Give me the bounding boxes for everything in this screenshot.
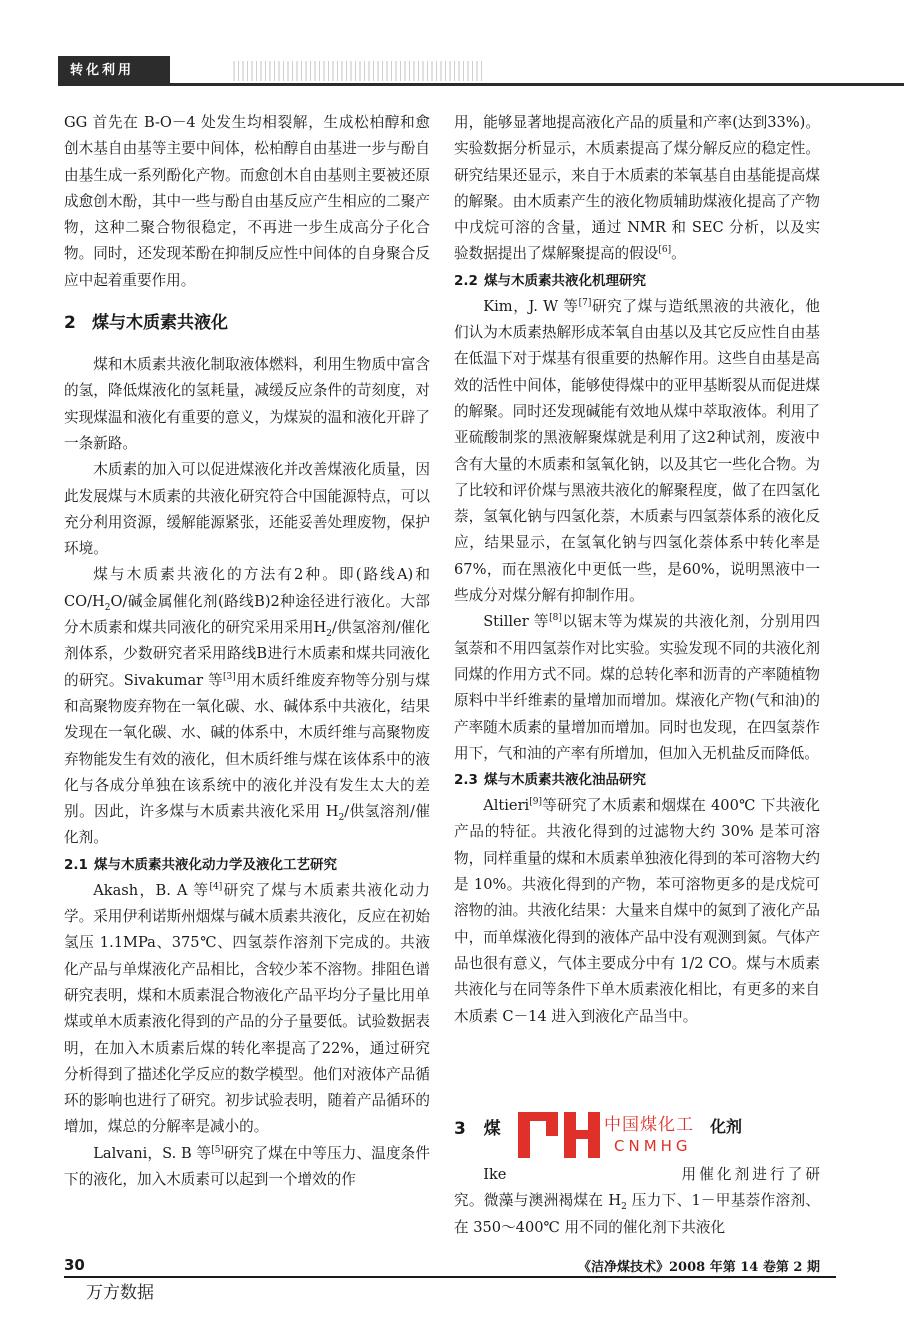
paragraph: Stiller 等[8]以锯末等为煤炭的共液化剂，分别用四氢萘和不用四氢萘作对比实验。实验发现不同的共液化剂同煤的作用方式不同。煤的总转化率和沥青的产率随植物原料中半纤维素的量增加而增加。煤液化产物(气和油)的产率随木质素的量增加而增加。同时也发现，在四氢萘作用下，气和油的产率有所增加，但加入无机盐反而降低。 <box>454 613 820 762</box>
paragraph: 木质素的加入可以促进煤液化并改善煤液化质量，因此发展煤与木质素的共液化研究符合中国能源特点，可以充分利用资源，缓解能源紧张，还能妥善处理废物，保护环境。 <box>64 461 430 558</box>
paragraph: Lalvani，S. B 等[5]研究了煤在中等压力、温度条件下的液化，加入木质素可以起到一个增效的作 <box>64 1144 430 1188</box>
paragraph: Kim，J. W 等[7]研究了煤与造纸黑液的共液化，他们认为木质素热解形成苯氧自由基以及其它反应性自由基在低温下对于煤基有很重要的热解作用。这些自由基是高效的活性中间体，能够使得煤中的亚甲基断裂从而促进煤的解聚。同时还发现碱能有效地从煤中萃取液体。利用了亚硫酸制浆的黑液解聚煤就是利用了这2种试剂，废液中含有大量的木质素和氢氧化钠，以及其它一些化合物。为了比较和评价煤与黑液共液化的解聚程度，做了在四氢化萘，氢氧化钠与四氢化萘，木质素与四氢萘体系的液化反应，结果显示，在氢氧化钠与四氢化萘体系中转化率是67%，而在黑液化中更低一些，是60%，说明黑液中一些成分对煤分解有抑制作用。 <box>454 297 820 605</box>
section-title: 煤与木质素共液化 <box>92 313 228 334</box>
watermark-text: 万方数据 <box>86 1283 154 1303</box>
paragraph-intro: GG 首先在 B-O－4 处发生均相裂解，生成松柏醇和愈创木基自由基等主要中间体，松柏醇自由基进一步与酚自由基生成一系列酚化产物。而愈创木自由基则主要被还原成愈创木酚，其中一些与酚自由基反应产生相应的二聚产物，这种二聚合物很稳定，不再进一步生成高分子化合物。同时，还发现苯酚在抑制反应性中间体的自身聚合反应中起着重要作用。 <box>64 114 430 289</box>
logo-chinese-text: 中国煤化工 <box>604 1115 694 1135</box>
logo-mark-icon <box>518 1112 600 1158</box>
page-number: 30 <box>64 1256 85 1274</box>
section-label: 转化利用 <box>58 56 170 86</box>
section-2-heading <box>64 308 430 338</box>
journal-citation: 《洁净煤技术》2008 年第 14 卷第 2 期 <box>578 1260 820 1275</box>
section-3-heading: 3 煤 <box>454 1119 501 1139</box>
paragraph-continued: 用，能够显著地提高液化产品的质量和产率(达到33%)。实验数据分析显示，木质素提高了煤分解反应的稳定性。研究结果还显示，来自于木质素的苯氧基自由基能提高煤的解聚。由木质素产生的液化物质辅助煤液化提高了产物中戊烷可溶的含量，通过 NMR 和 SEC 分析，以及实验数据提出了煤解聚提高的假设[6]。 <box>454 114 820 263</box>
right-column <box>454 110 820 1030</box>
left-column <box>64 110 430 1193</box>
paragraph: 煤与木质素共液化的方法有2种。即(路线A)和$CO/H_2O/$碱金属催化剂(路线B)2种途径进行液化。大部分木质素和煤共同液化的研究采用采用$H_2/$供氢溶剂/催化剂体系，少数研究者采用路线B进行木质素和煤共同液化的研究。Sivakumar 等[3]用木质纤维废弃物等分别与煤和高聚物废弃物在一氧化碳、水、碱体系中共液化，结果发现在一氧化碳、水、碱的体系中，木质纤维与高聚物废弃物能发生有效的液化，但木质纤维与煤在该体系中的液化与各成分单独在该系统中的液化并没有发生太大的差别。因此，许多煤与木质素共液化采用 $H_2/$供氢溶剂/催化剂。 <box>64 566 430 847</box>
subsection-2-1-heading: 2.1 煤与木质素共液化动力学及液化工艺研究 <box>64 856 337 873</box>
section-number: 2 <box>64 313 76 334</box>
footer-rule <box>64 1276 836 1278</box>
header-rule <box>170 83 904 86</box>
paragraph: Akash，B. A 等[4]研究了煤与木质素共液化动力学。采用伊利诺斯州烟煤与碱木质素共液化，反应在初始氢压 1.1MPa、375℃、四氢萘作溶剂下完成的。共液化产品与单煤液化产品相比，含较少苯不溶物。排阻色谱研究表明，煤和木质素混合物液化产品平均分子量比用单煤或单木质素液化得到的产品的分子量要低。试验数据表明，在加入木质素后煤的转化率提高了22%，通过研究分析得到了描述化学反应的数学模型。他们对液体产品循环的影响也进行了研究。初步试验表明，随着产品循环的增加，煤总的分解率是减小的。 <box>64 881 430 1136</box>
section-3-title-end: 化剂 <box>710 1117 743 1136</box>
section-3-body <box>454 1162 820 1241</box>
paragraph: Altieri[9]等研究了木质素和烟煤在 400℃ 下共液化产品的特征。共液化得到的过滤物大约 30% 是苯可溶物，同样重量的煤和木质素单独液化得到的苯可溶物大约是 10%。共液化得到的产物，苯可溶物更多的是戊烷可溶物的油。共液化结果：大量来自煤中的氮到了液化产品中，而单煤液化得到的液体产品中没有观测到氮。气体产品也很有意义，气体主要成分中有 1/2 CO。煤与木质素共液化与在同等条件下单木质素液化相比，有更多的来自木质素 C－14 进入到液化产品当中。 <box>454 797 820 1025</box>
logo-english-text: CNMHG <box>614 1137 692 1155</box>
paragraph: Ike 用催化剂进行了研究。微藻与澳洲褐煤在 $H_2$ 压力下、1－甲基萘作溶剂、在 350～400℃ 用不同的催化剂下共液化 <box>454 1166 820 1236</box>
paragraph: 煤和木质素共液化制取液体燃料，利用生物质中富含的氢，降低煤液化的氢耗量，减缓反应条件的苛刻度，对实现煤温和液化有重要的意义，为煤炭的温和液化开辟了一条新路。 <box>64 356 430 452</box>
header-bar <box>58 56 904 88</box>
subsection-2-2-heading: 2.2 煤与木质素共液化机理研究 <box>454 272 646 289</box>
header-decoration <box>233 61 483 81</box>
subsection-2-3-heading: 2.3 煤与木质素共液化油品研究 <box>454 772 646 789</box>
section-3-heading-with-watermark-logo <box>454 1104 820 1160</box>
